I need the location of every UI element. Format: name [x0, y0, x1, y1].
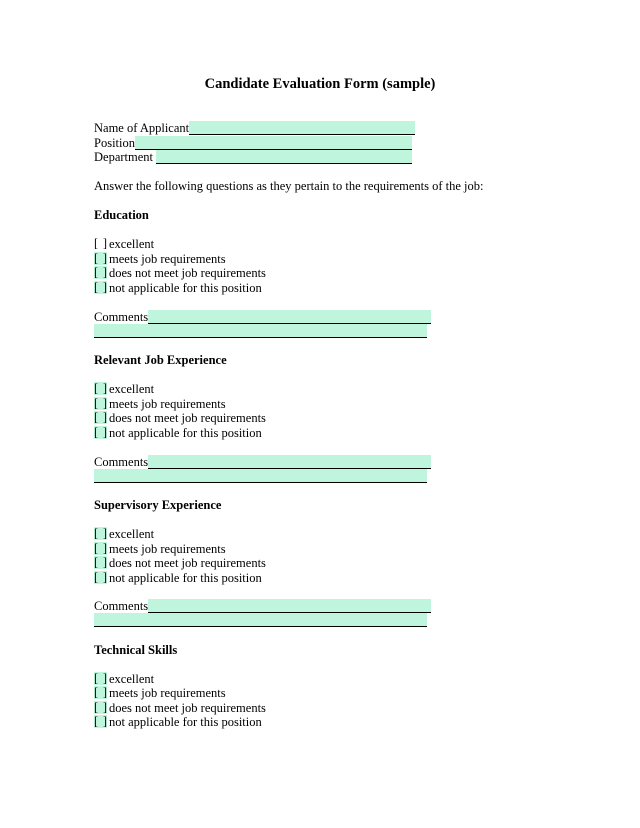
experience-comments-field[interactable]: [148, 455, 431, 469]
position-row: [94, 136, 412, 150]
option-label: does not meet job requirements: [109, 701, 266, 715]
supervisory-checkbox-not-applicable[interactable]: [ ]: [94, 570, 107, 584]
experience-option-not-applicable: [94, 426, 262, 440]
option-label: meets job requirements: [109, 542, 226, 556]
education-option-meets: [94, 252, 226, 266]
position-label: Position: [94, 136, 135, 150]
education-option-excellent: [94, 237, 154, 251]
comments-label: Comments: [94, 310, 149, 324]
page-title: Candidate Evaluation Form (sample): [204, 76, 436, 92]
supervisory-option-meets: [94, 542, 226, 556]
supervisory-checkbox-meets[interactable]: [ ]: [94, 541, 107, 555]
comments-label: Comments: [94, 599, 149, 613]
name-of-applicant-field[interactable]: [189, 121, 415, 135]
section-heading-supervisory-experience: Supervisory Experience: [94, 498, 222, 512]
education-checkbox-not-applicable[interactable]: [ ]: [94, 280, 107, 294]
experience-option-meets: [94, 397, 226, 411]
experience-checkbox-does-not-meet[interactable]: [ ]: [94, 410, 107, 424]
education-comments-row: [94, 310, 431, 324]
option-label: not applicable for this position: [109, 426, 262, 440]
section-heading-education: Education: [94, 208, 149, 222]
education-checkbox-meets[interactable]: [ ]: [94, 251, 107, 265]
option-label: not applicable for this position: [109, 715, 262, 729]
supervisory-option-does-not-meet: [94, 556, 266, 570]
education-checkbox-does-not-meet[interactable]: [ ]: [94, 265, 107, 279]
education-option-not-applicable: [94, 281, 262, 295]
technical-checkbox-excellent[interactable]: [ ]: [94, 671, 107, 685]
experience-comments-row: [94, 455, 431, 469]
option-label: excellent: [109, 382, 155, 396]
experience-option-excellent: [94, 382, 154, 396]
section-heading-relevant-job-experience: Relevant Job Experience: [94, 353, 227, 367]
supervisory-option-not-applicable: [94, 571, 262, 585]
supervisory-checkbox-does-not-meet[interactable]: [ ]: [94, 555, 107, 569]
experience-checkbox-excellent[interactable]: [ ]: [94, 381, 107, 395]
option-label: excellent: [109, 237, 155, 251]
education-comments-line-2[interactable]: [94, 324, 427, 338]
technical-option-not-applicable: [94, 715, 262, 729]
option-label: does not meet job requirements: [109, 556, 266, 570]
comments-label: Comments: [94, 455, 149, 469]
supervisory-checkbox-excellent[interactable]: [ ]: [94, 526, 107, 540]
technical-option-excellent: [94, 672, 154, 686]
experience-comments-line-2[interactable]: [94, 469, 427, 483]
experience-option-does-not-meet: [94, 411, 266, 425]
experience-checkbox-meets[interactable]: [ ]: [94, 396, 107, 410]
option-label: excellent: [109, 672, 155, 686]
option-label: meets job requirements: [109, 252, 226, 266]
option-label: excellent: [109, 527, 155, 541]
option-label: not applicable for this position: [109, 281, 262, 295]
option-label: does not meet job requirements: [109, 411, 266, 425]
education-comments-field[interactable]: [148, 310, 431, 324]
education-option-does-not-meet: [94, 266, 266, 280]
education-checkbox-excellent[interactable]: [ ]: [94, 236, 107, 250]
option-label: not applicable for this position: [109, 571, 262, 585]
option-label: meets job requirements: [109, 686, 226, 700]
technical-option-does-not-meet: [94, 701, 266, 715]
instructions-text: Answer the following questions as they pertain to the requirements of the job:: [94, 179, 484, 193]
department-field[interactable]: [156, 150, 412, 164]
option-label: meets job requirements: [109, 397, 226, 411]
technical-checkbox-meets[interactable]: [ ]: [94, 685, 107, 699]
option-label: does not meet job requirements: [109, 266, 266, 280]
experience-checkbox-not-applicable[interactable]: [ ]: [94, 425, 107, 439]
supervisory-option-excellent: [94, 527, 154, 541]
supervisory-comments-row: [94, 599, 431, 613]
technical-checkbox-does-not-meet[interactable]: [ ]: [94, 700, 107, 714]
name-of-applicant-row: [94, 121, 415, 135]
supervisory-comments-line-2[interactable]: [94, 613, 427, 627]
department-row: [94, 150, 412, 164]
supervisory-comments-field[interactable]: [148, 599, 431, 613]
department-label: Department: [94, 150, 154, 164]
name-of-applicant-label: Name of Applicant: [94, 121, 190, 135]
technical-checkbox-not-applicable[interactable]: [ ]: [94, 714, 107, 728]
position-field[interactable]: [135, 136, 412, 150]
technical-option-meets: [94, 686, 226, 700]
section-heading-technical-skills: Technical Skills: [94, 643, 178, 657]
